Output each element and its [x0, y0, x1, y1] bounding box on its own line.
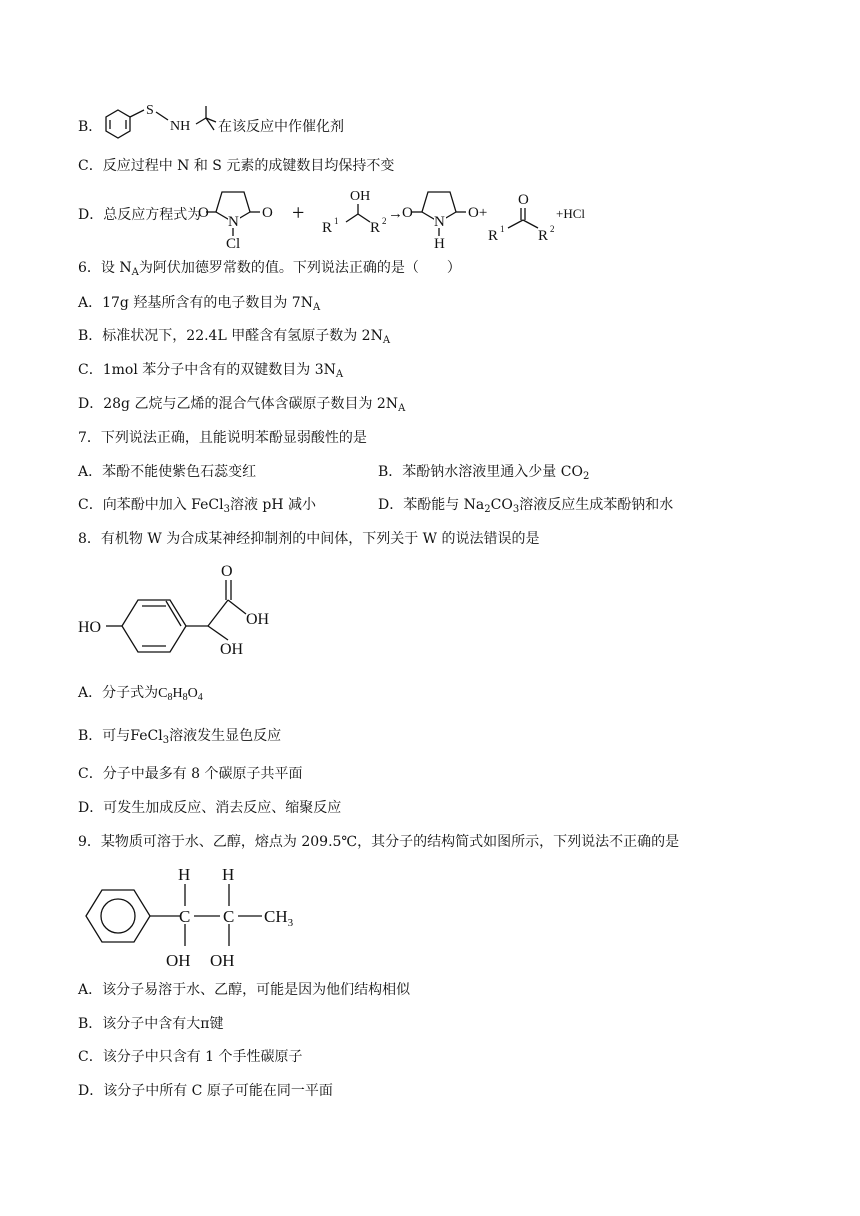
- q8-option-d: D．可发生加成反应、消去反应、缩聚反应: [78, 800, 342, 816]
- plus-sign: +: [292, 200, 305, 225]
- svg-text:OH: OH: [220, 641, 244, 658]
- svg-text:2: 2: [382, 216, 387, 226]
- q6-option-a: A．17g 羟基所含有的电子数目为 $7N_A$: [78, 295, 321, 313]
- q8-option-b: B．可与FeCl$_3$溶液发生显色反应: [78, 728, 282, 746]
- q9-option-c: C．该分子中只含有 1 个手性碳原子: [78, 1049, 303, 1065]
- q9-option-b: B．该分子中含有大π键: [78, 1016, 224, 1032]
- q7-option-c: C．向苯酚中加入 FeCl$_3$溶液 pH 减小: [78, 497, 317, 515]
- q9-stem: 9．某物质可溶于水、乙醇，熔点为 209.5℃，其分子的结构简式如图所示，下列说法不正确的是: [78, 834, 680, 850]
- q6-stem: 6．设 $N_A$为阿伏加德罗常数的值。下列说法正确的是（ ）: [78, 260, 461, 278]
- svg-text:CH3: $CH_3$: [264, 907, 294, 929]
- svg-text:Cl: Cl: [226, 236, 241, 252]
- q9-structure: [86, 862, 316, 972]
- q8-option-c: C．分子中最多有 8 个碳原子共平面: [78, 766, 303, 782]
- svg-text:N: N: [228, 214, 239, 230]
- svg-text:O: O: [518, 192, 529, 208]
- svg-text:N: N: [434, 214, 445, 230]
- benzene-ring: [86, 890, 150, 942]
- q8-option-a: A．分子式为$C_8H_8O_4$: [78, 685, 203, 703]
- q6-option-d: D．28g 乙烷与乙烯的混合气体含碳原子数目为 $2N_A$: [78, 396, 406, 414]
- svg-text:H: H: [222, 865, 235, 884]
- q7-option-b: B．苯酚钠水溶液里通入少量 $CO_2$: [378, 464, 590, 482]
- svg-text:R: R: [488, 228, 499, 244]
- q6-option-b: B．标准状况下，22.4L 甲醛含有氢原子数为 $2N_A$: [78, 328, 391, 346]
- q7-stem: 7．下列说法正确，且能说明苯酚显弱酸性的是: [78, 430, 367, 446]
- molecular-formula: $C_8H_8O_4$: [158, 686, 203, 703]
- q5-option-d: D．总反应方程式为: [78, 207, 202, 223]
- q8-stem: 8．有机物 W 为合成某神经抑制剂的中间体，下列关于 W 的说法错误的是: [78, 531, 540, 547]
- svg-text:R: R: [538, 228, 549, 244]
- q8-structure: [78, 560, 298, 660]
- svg-text:OH: OH: [210, 951, 235, 970]
- q5b-text: 在该反应中作催化剂: [218, 119, 344, 135]
- svg-text:R: R: [370, 220, 381, 236]
- q6-option-c: C．1mol 苯分子中含有的双键数目为 $3N_A$: [78, 362, 344, 380]
- reaction-arrow: →: [388, 206, 403, 222]
- q7-option-a: A．苯酚不能使紫色石蕊变红: [78, 464, 257, 480]
- svg-text:C: C: [179, 907, 191, 926]
- svg-text:OH: OH: [166, 951, 191, 970]
- svg-text:O: O: [402, 205, 413, 221]
- benzene-ring: [122, 600, 186, 652]
- svg-text:H: H: [434, 236, 445, 252]
- svg-text:HO: HO: [78, 619, 102, 636]
- svg-text:H: H: [178, 865, 191, 884]
- q5d-equation: [200, 182, 610, 250]
- svg-text:2: 2: [550, 224, 555, 234]
- q5-option-c: C．反应过程中 N 和 S 元素的成键数目均保持不变: [78, 158, 395, 174]
- q5b-structure: [100, 100, 220, 140]
- option-letter: B．: [78, 119, 103, 135]
- svg-text:OH: OH: [350, 189, 371, 204]
- q9-option-d: D．该分子中所有 C 原子可能在同一平面: [78, 1083, 333, 1099]
- q7-option-d: D．苯酚能与 $Na_2CO_3$溶液反应生成苯酚钠和水: [378, 497, 674, 515]
- svg-text:O+: O+: [468, 205, 488, 221]
- svg-text:O: O: [262, 205, 273, 221]
- sulfur-label: S: [146, 103, 154, 118]
- svg-text:1: 1: [334, 216, 339, 226]
- svg-text:C: C: [223, 907, 235, 926]
- svg-text:+HCl: +HCl: [556, 206, 586, 221]
- svg-text:O: O: [198, 205, 209, 221]
- svg-text:O: O: [221, 563, 233, 580]
- svg-text:1: 1: [500, 224, 505, 234]
- svg-text:R: R: [322, 220, 333, 236]
- svg-text:OH: OH: [246, 611, 270, 628]
- q5-option-b: [78, 117, 102, 137]
- nh-label: NH: [170, 119, 191, 134]
- q9-option-a: A．该分子易溶于水、乙醇，可能是因为他们结构相似: [78, 982, 411, 998]
